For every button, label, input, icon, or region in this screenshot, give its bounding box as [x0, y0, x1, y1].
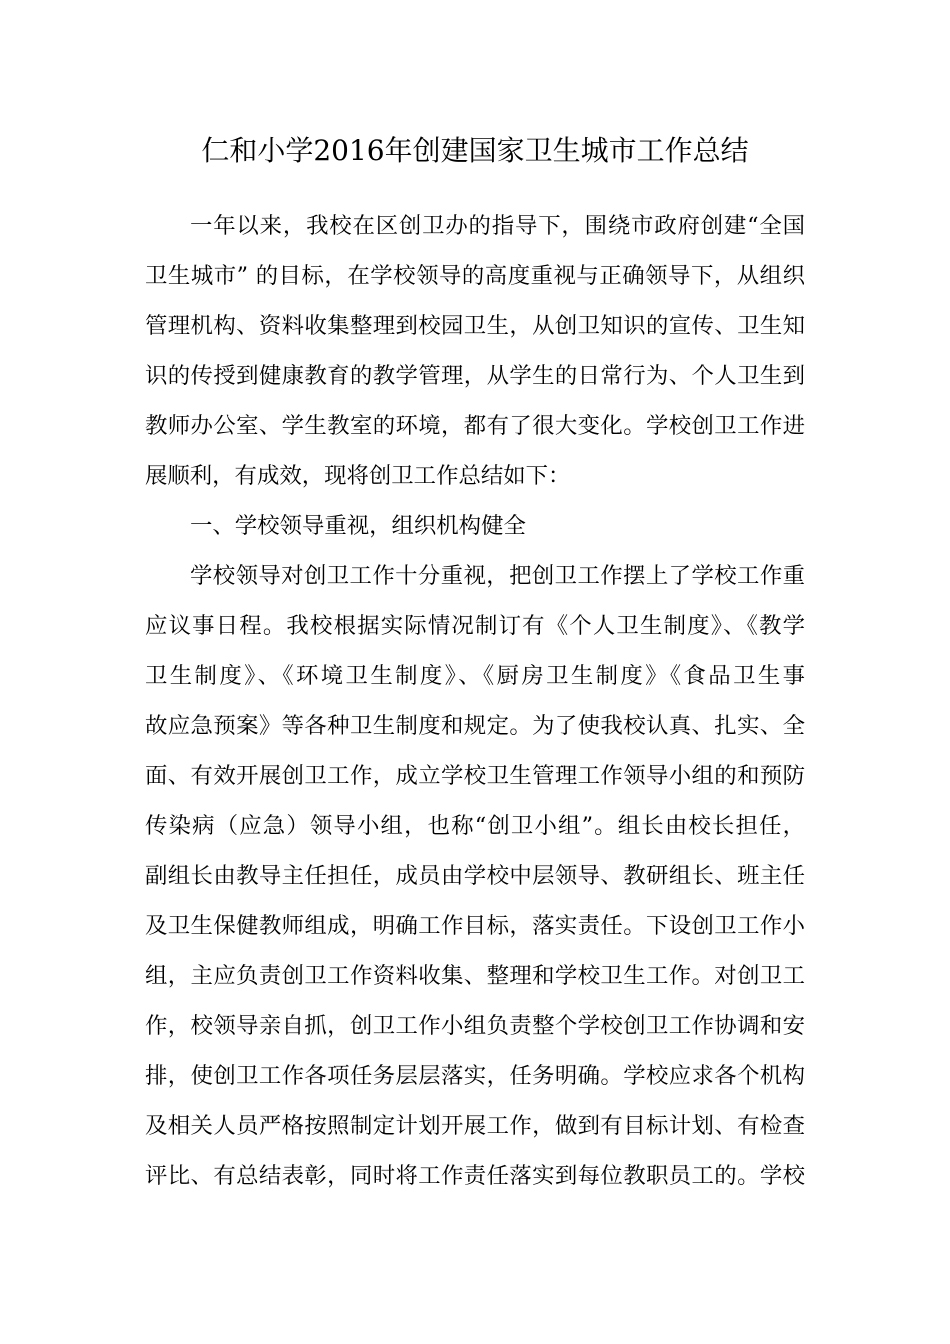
- paragraph-line: 识的传授到健康教育的教学管理，从学生的日常行为、个人卫生到: [145, 363, 805, 389]
- paragraph-line: 卫生城市” 的目标，在学校领导的高度重视与正确领导下，从组织: [145, 263, 805, 289]
- paragraph-line: 组，主应负责创卫工作资料收集、整理和学校卫生工作。对创卫工: [145, 963, 805, 989]
- paragraph-line: 副组长由教导主任担任，成员由学校中层领导、教研组长、班主任: [145, 863, 805, 889]
- paragraph-line: 作，校领导亲自抓，创卫工作小组负责整个学校创卫工作协调和安: [145, 1013, 805, 1039]
- paragraph-line: 展顺利，有成效，现将创卫工作总结如下：: [145, 463, 571, 489]
- paragraph-line: 教师办公室、学生教室的环境，都有了很大变化。学校创卫工作进: [145, 413, 805, 439]
- section-heading: 一、学校领导重视，组织机构健全: [190, 513, 526, 539]
- paragraph-line: 评比、有总结表彰，同时将工作责任落实到每位教职员工的。学校: [145, 1163, 805, 1189]
- paragraph-line: 面、有效开展创卫工作，成立学校卫生管理工作领导小组的和预防: [145, 763, 805, 789]
- paragraph-line: 及卫生保健教师组成，明确工作目标，落实责任。下设创卫工作小: [145, 913, 805, 939]
- paragraph-line: 及相关人员严格按照制定计划开展工作，做到有目标计划、有检查: [145, 1113, 805, 1139]
- paragraph-line: 学校领导对创卫工作十分重视，把创卫工作摆上了学校工作重: [190, 563, 805, 589]
- paragraph-line: 应议事日程。我校根据实际情况制订有《个人卫生制度》、《教学: [145, 613, 805, 639]
- paragraph-line: 卫生制度》、《环境卫生制度》、《厨房卫生制度》《食品卫生事: [145, 663, 805, 689]
- paragraph-line: 排，使创卫工作各项任务层层落实，任务明确。学校应求各个机构: [145, 1063, 805, 1089]
- document-title: 仁和小学2016年创建国家卫生城市工作总结: [201, 134, 749, 167]
- paragraph-line: 一年以来，我校在区创卫办的指导下，围绕市政府创建“全国: [190, 213, 805, 239]
- paragraph-line: 传染病（应急）领导小组，也称“创卫小组”。组长由校长担任，: [145, 813, 805, 839]
- paragraph-line: 管理机构、资料收集整理到校园卫生，从创卫知识的宣传、卫生知: [145, 313, 805, 339]
- paragraph-line: 故应急预案》等各种卫生制度和规定。为了使我校认真、扎实、全: [145, 713, 805, 739]
